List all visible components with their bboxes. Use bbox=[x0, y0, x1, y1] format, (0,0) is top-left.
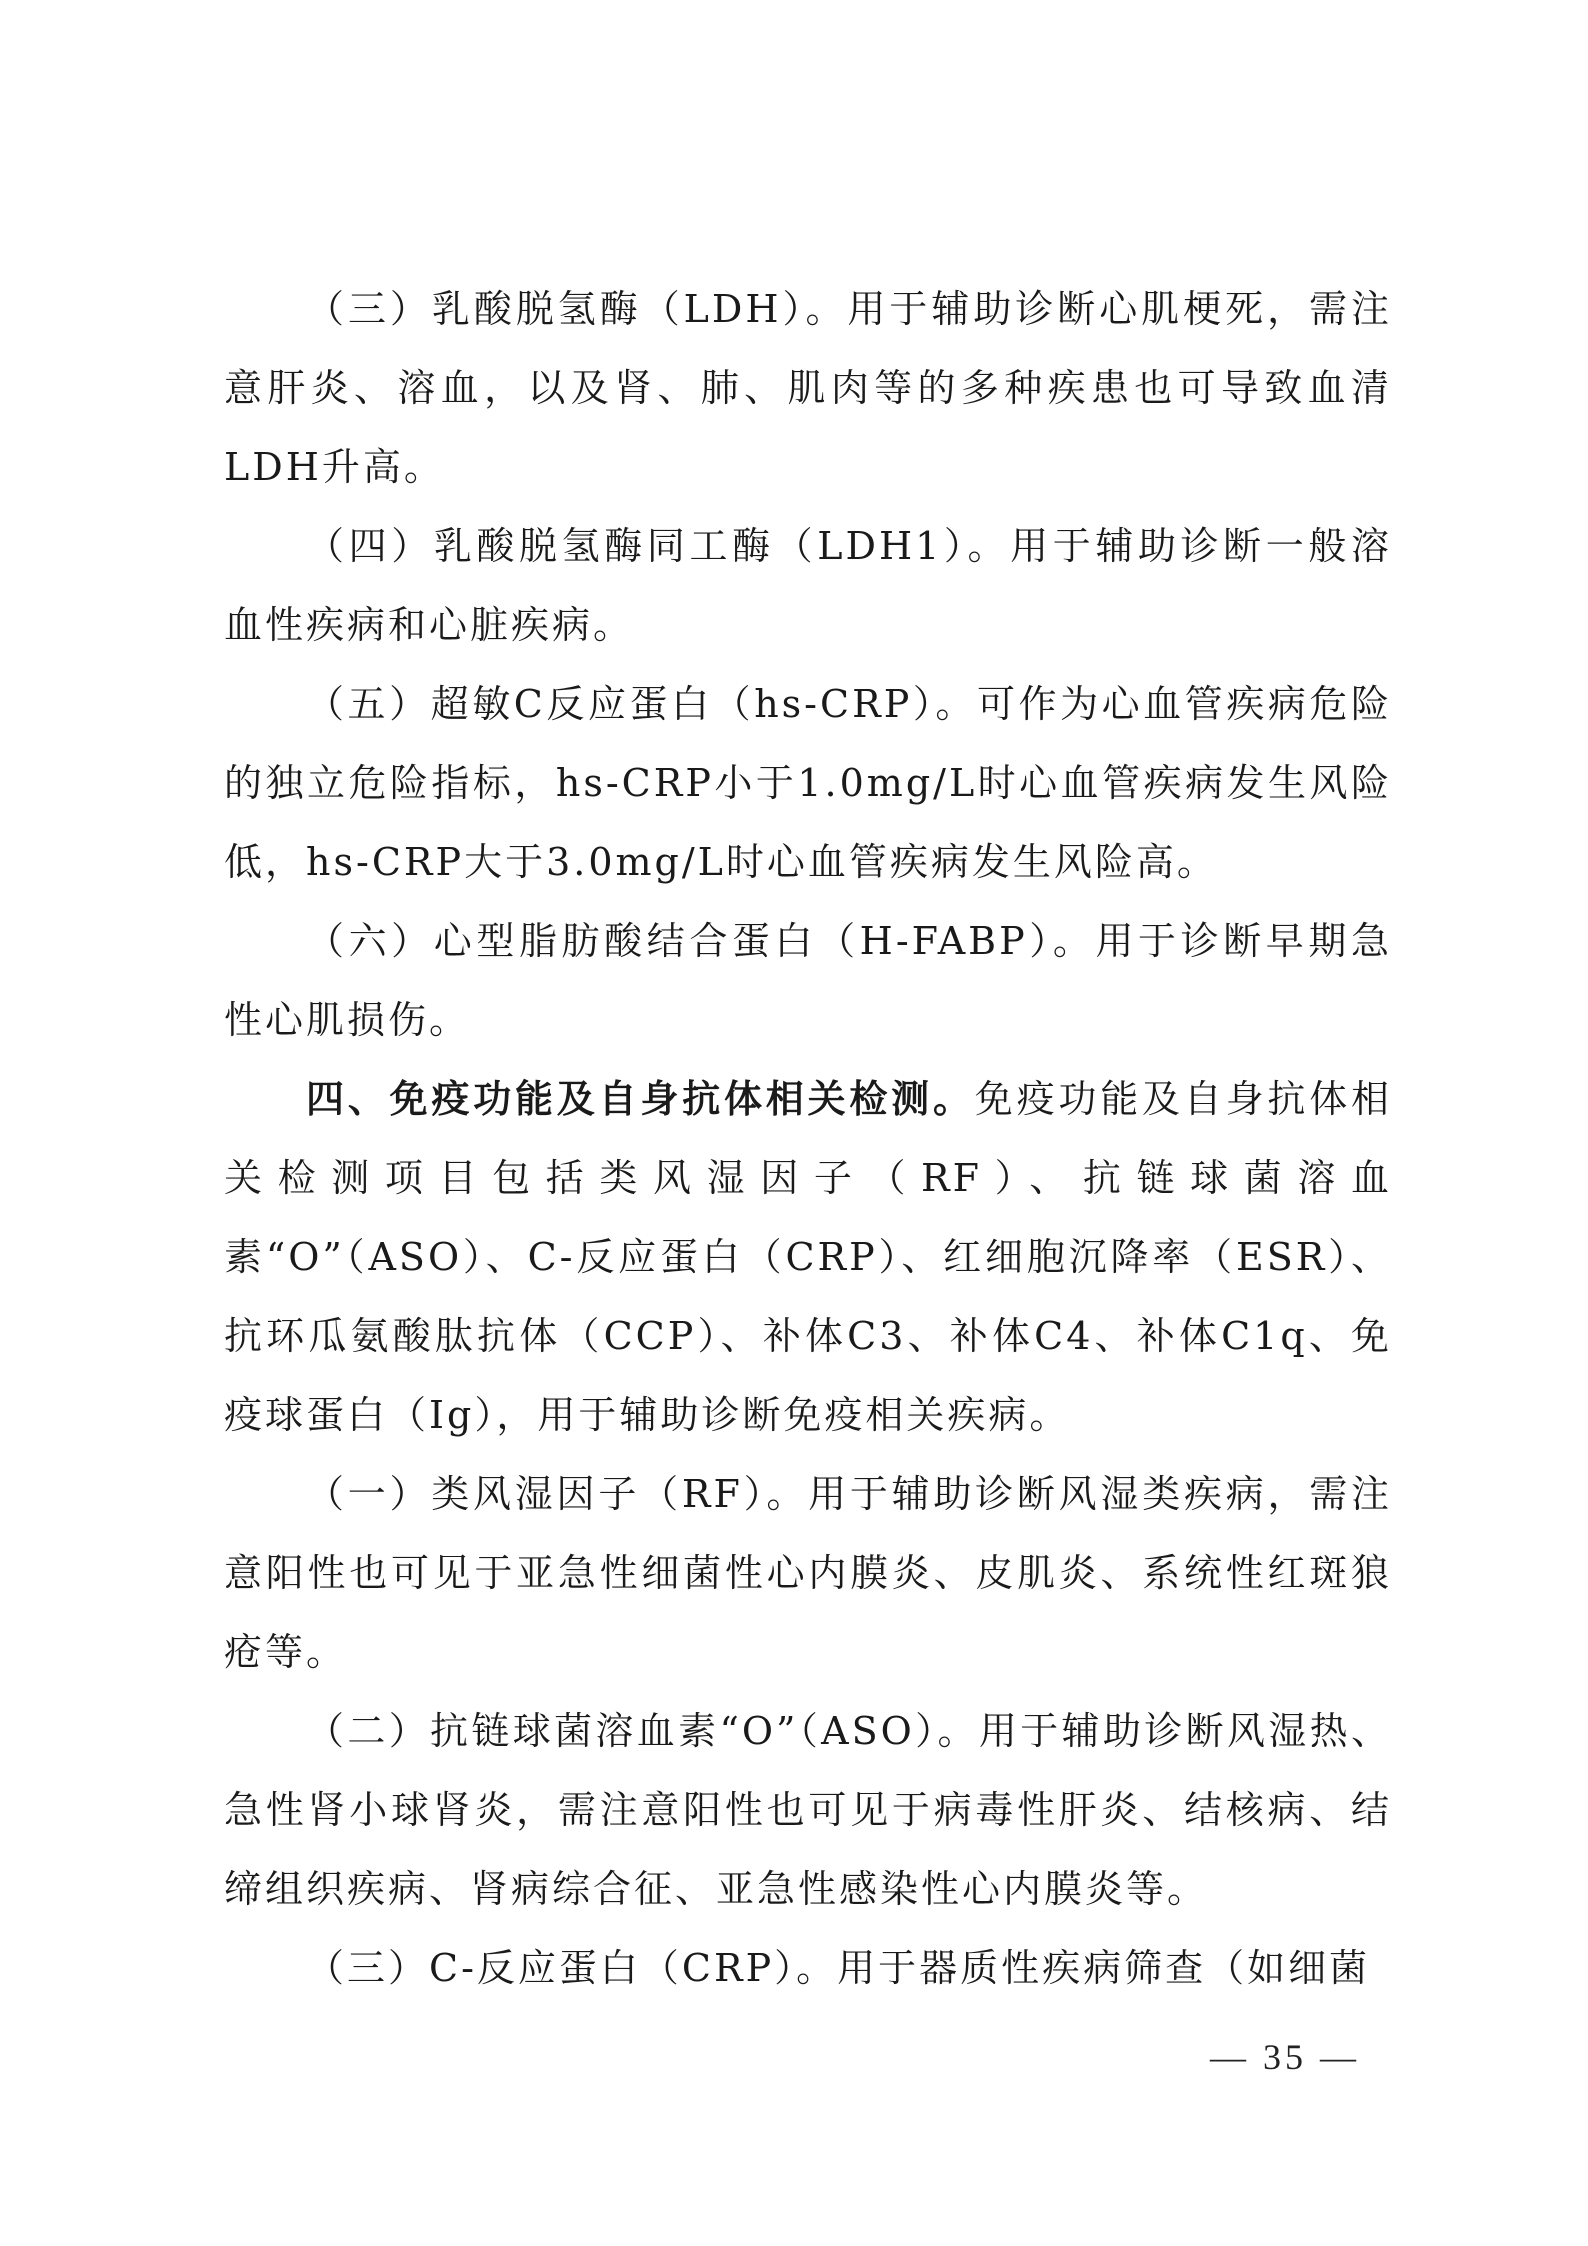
paragraph-heading: （三）乳酸脱氢酶（LDH）。 bbox=[306, 287, 848, 331]
paragraph-heading: （二）抗链球菌溶血素“O”（ASO）。 bbox=[306, 1709, 979, 1753]
paragraph-heading: （五）超敏C反应蛋白（hs-CRP）。 bbox=[306, 682, 977, 726]
paragraph-aso bbox=[224, 1692, 1392, 1929]
page-number: — 35 — bbox=[1210, 2037, 1360, 2077]
paragraph-rf bbox=[224, 1455, 1392, 1692]
paragraph-heading: （四）乳酸脱氢酶同工酶（LDH1）。 bbox=[306, 524, 1011, 568]
paragraph-hs-crp bbox=[224, 665, 1392, 902]
paragraph-text: 用于诊断早期急性心肌损伤。 bbox=[224, 919, 1392, 1042]
paragraph-text: 用于辅助诊断风湿热、急性肾小球肾炎，需注意阳性也可见于病毒性肝炎、结核病、结缔组织疾病、肾病综合征、亚急性感染性心内膜炎等。 bbox=[224, 1709, 1392, 1911]
paragraph-heading: （六）心型脂肪酸结合蛋白（H-FABP）。 bbox=[306, 919, 1096, 963]
document-body bbox=[224, 270, 1392, 2008]
paragraph-ldh bbox=[224, 270, 1392, 507]
paragraph-text: 可作为心血管疾病危险的独立危险指标，hs-CRP小于1.0mg/L时心血管疾病发生风险低，hs-CRP大于3.0mg/L时心血管疾病发生风险高。 bbox=[224, 682, 1392, 884]
paragraph-text: 用于辅助诊断风湿类疾病，需注意阳性也可见于亚急性细菌性心内膜炎、皮肌炎、系统性红斑狼疮等。 bbox=[224, 1472, 1392, 1674]
paragraph-heading: （三）C-反应蛋白（CRP）。 bbox=[306, 1946, 838, 1990]
section-immune-tests bbox=[224, 1060, 1392, 1455]
paragraph-h-fabp bbox=[224, 902, 1392, 1060]
paragraph-heading: （一）类风湿因子（RF）。 bbox=[306, 1472, 809, 1516]
paragraph-text: 用于辅助诊断心肌梗死，需注意肝炎、溶血，以及肾、肺、肌肉等的多种疾患也可导致血清LDH升高。 bbox=[224, 287, 1392, 489]
paragraph-crp bbox=[224, 1929, 1392, 2008]
paragraph-text: 用于辅助诊断一般溶血性疾病和心脏疾病。 bbox=[224, 524, 1392, 647]
paragraph-ldh1 bbox=[224, 507, 1392, 665]
paragraph-text: 免疫功能及自身抗体相关检测项目包括类风湿因子（RF）、抗链球菌溶血素“O”（ASO）、C-反应蛋白（CRP）、红细胞沉降率（ESR）、抗环瓜氨酸肽抗体（CCP）、补体C3、补体C4、补体C1q、免疫球蛋白（Ig），用于辅助诊断免疫相关疾病。 bbox=[224, 1077, 1392, 1437]
section-heading: 四、免疫功能及自身抗体相关检测。 bbox=[306, 1077, 975, 1121]
paragraph-text: 用于器质性疾病筛查（如细菌 bbox=[837, 1946, 1371, 1990]
